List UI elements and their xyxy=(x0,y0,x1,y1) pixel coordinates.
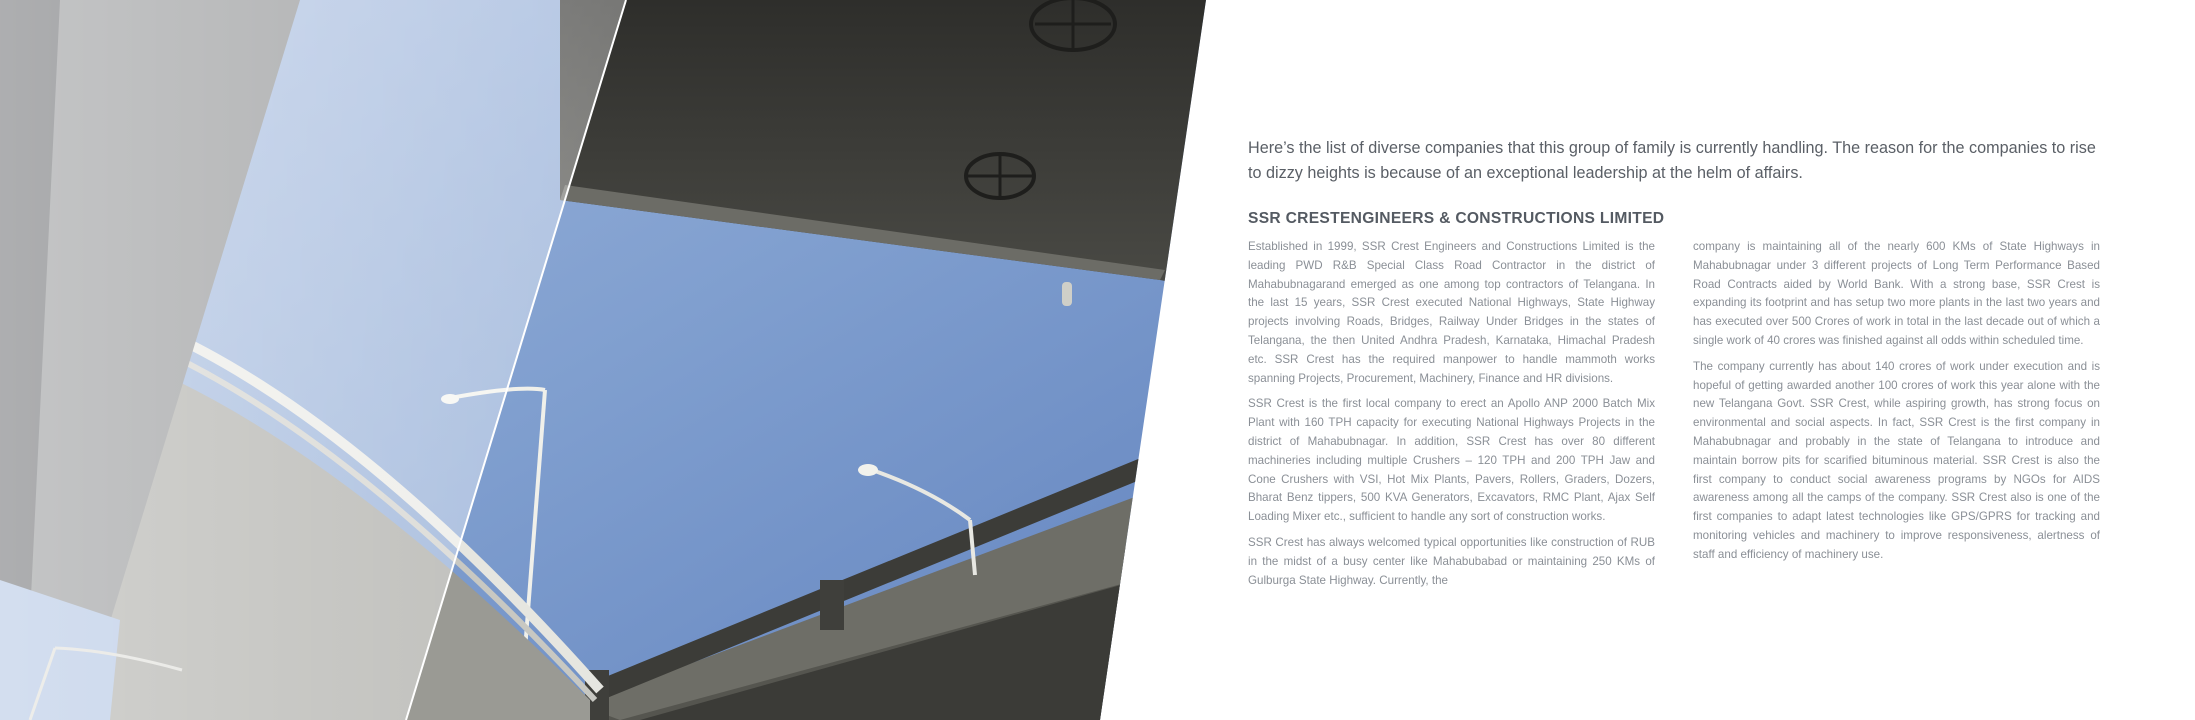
body-paragraph: SSR Crest has always welcomed typical opportunities like construction of RUB in the midst of a busy center like Mahabubabad or maintaining 250 KMs of Gulburga State Highway. Currently, the xyxy=(1248,535,1655,587)
text-column-right xyxy=(1693,238,2100,572)
body-paragraph: company is maintaining all of the nearly 600 KMs of State Highways in Mahabubnagar under 3 different projects of Long Term Performance Based Road Contracts aided by World Bank. With a strong base, SSR Crest is expanding its footprint and has setup two more plants in the last two years and has executed over 500 Crores of work in total in the last decade out of which a single work of 40 crores was finished against all odds within scheduled time. xyxy=(1693,240,2100,347)
intro-paragraph: Here’s the list of diverse companies that this group of family is currently handling. The reason for the companies to rise to dizzy heights is because of an exceptional leadership at the helm of affairs. xyxy=(1248,139,2096,182)
body-paragraph: Established in 1999, SSR Crest Engineers and Constructions Limited is the leading PWD R&B Special Class Road Contractor in the district of Mahabubnagarand emerged as one among top contractors of Telangana. In the last 15 years, SSR Crest executed National Highways, State Highway projects involving Roads, Bridges, Railway Under Bridges in the states of Telangana, the then United Andhra Pradesh, Karnataka, Himachal Pradesh etc. SSR Crest has the required manpower to handle mammoth works spanning Projects, Procurement, Machinery, Finance and HR divisions. xyxy=(1248,240,1655,385)
company-heading: SSR CRESTENGINEERS & CONSTRUCTIONS LIMITED xyxy=(1248,210,1665,227)
body-paragraph: The company currently has about 140 crores of work under execution and is hopeful of getting awarded another 100 crores of work this year alone with the new Telangana Govt. SSR Crest, while aspiring growth, has strong focus on environmental and social aspects. In fact, SSR Crest is the first company in Mahabubnagar and probably in the state of Telangana to introduce and maintain borrow pits for scarified bituminous material. SSR Crest is also the first company to conduct social awareness programs by NGOs for AIDS awareness among all the camps of the company. SSR Crest also is one of the first companies to adapt latest technologies like GPS/GPRS for tracking and monitoring vehicles and machinery to improve responsiveness, alertness of staff and efficiency of machinery use. xyxy=(1693,359,2100,561)
text-column-left xyxy=(1248,238,1655,597)
body-paragraph: SSR Crest is the first local company to erect an Apollo ANP 2000 Batch Mix Plant with 160 TPH capacity for executing National Highways Projects in the district of Mahabubnagar. In addition, SSR Crest has over 80 different machineries including multiple Crushers – 120 TPH and 200 TPH Jaw and Cone Crushers with VSI, Hot Mix Plants, Pavers, Rollers, Graders, Dozers, Bharat Benz tippers, 500 KVA Generators, Excavators, RMC Plant, Ajax Self Loading Mixer etc., sufficient to handle any sort of construction works. xyxy=(1248,397,1655,524)
